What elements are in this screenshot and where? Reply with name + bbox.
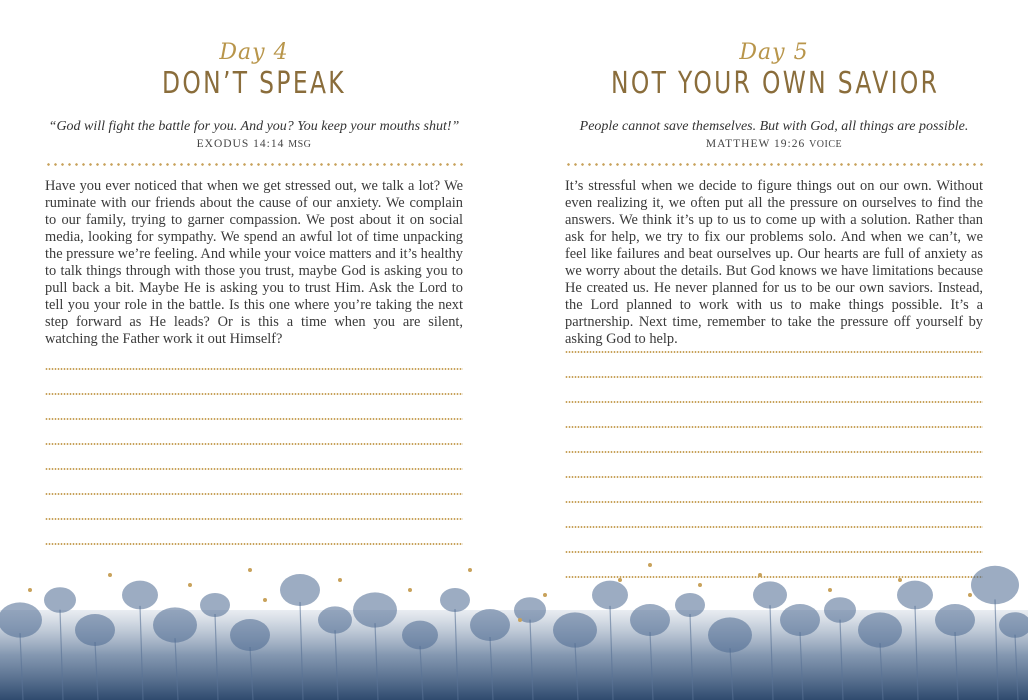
gold-speck [408, 588, 412, 592]
flower-bloom [824, 597, 856, 623]
scripture-reference [565, 137, 983, 152]
flower-bloom [858, 612, 902, 647]
journal-line [45, 418, 463, 420]
page-title: NOT YOUR OWN SAVIOR [610, 66, 940, 101]
flower-bloom [780, 604, 820, 636]
flower-bloom [708, 617, 752, 652]
journal-line [45, 543, 463, 545]
gold-speck [248, 568, 252, 572]
gold-speck [468, 568, 472, 572]
journal-line [45, 393, 463, 395]
flower-bloom [318, 606, 352, 633]
flower-bloom [402, 621, 438, 650]
flower-bloom [971, 566, 1019, 604]
flower-bloom [0, 602, 42, 637]
devotional-text: Have you ever noticed that when we get stressed out, we talk a lot? We ruminate with our friends about the cause of our anxiety. We complain to our family, trying to garner compassion. We post about it on social media, looking for sympathy. We spend an awful lot of time unpacking the pressure we’re feeling. And while your voice matters and it’s healthy to talk things through with those you trust, maybe God is asking you to pull back a bit. Maybe He is asking you to trust Him. Ask the Lord to tell you your role in the battle. Is this one where you’re taking the next step forward as He leads? Or is this a time when you are silent, watching the Father work it out Himself? [45, 178, 463, 347]
page-title: DON’T SPEAK [162, 66, 346, 101]
gold-speck [263, 598, 267, 602]
journal-line [45, 368, 463, 370]
flower-bloom [470, 609, 510, 641]
flower-bloom [897, 581, 933, 610]
gold-speck [518, 618, 522, 622]
gold-speck [28, 588, 32, 592]
journal-line [45, 518, 463, 520]
flower-bloom [935, 604, 975, 636]
day-label: Day 4 [219, 40, 289, 65]
devotional-text: It’s stressful when we decide to figure things out on our own. Without even realizing it, we often put all the pressure on ourselves to find the answers. We think it’s up to us to come up with a solution. Rather than ask for help, we try to fix our problems solo. And when we can’t, we feel like failures and beat ourselves up. Our hearts are full of anxiety as we worry about the details. But God knows we have limitations because He created us. He never planned for us to be our own saviors. Instead, the Lord planned to work with us to make things possible. It’s a partnership. Next time, remember to take the pressure off yourself by asking God to help. [565, 178, 983, 347]
gold-speck [108, 573, 112, 577]
dotted-divider [565, 163, 983, 166]
gold-speck [648, 563, 652, 567]
flower-bloom [230, 619, 270, 651]
scripture-reference [45, 137, 463, 152]
gold-speck [898, 578, 902, 582]
flower-bloom [675, 593, 705, 617]
flower-bloom [630, 604, 670, 636]
journal-line [45, 468, 463, 470]
journal-line [565, 476, 983, 478]
flower-illustration [0, 550, 1028, 700]
journal-line [45, 443, 463, 445]
flower-bloom [280, 574, 320, 606]
journal-line [565, 526, 983, 528]
flower-bloom [753, 581, 787, 608]
flower-bloom [353, 592, 397, 627]
flower-bloom [592, 581, 628, 610]
flower-bloom [44, 587, 76, 613]
gold-speck [698, 583, 702, 587]
journal-line [45, 493, 463, 495]
gold-speck [828, 588, 832, 592]
journal-line [565, 351, 983, 353]
flower-bloom [75, 614, 115, 646]
journal-line [565, 451, 983, 453]
flower-bloom [200, 593, 230, 617]
gold-speck [618, 578, 622, 582]
journal-line [565, 426, 983, 428]
scripture-verse: People cannot save themselves. But with God, all things are possible. [579, 119, 969, 134]
gold-speck [338, 578, 342, 582]
gold-speck [543, 593, 547, 597]
gold-speck [188, 583, 192, 587]
flower-bloom [122, 581, 158, 610]
journal-line [565, 376, 983, 378]
flower-bloom [440, 588, 470, 612]
reference-book: EXODUS 14:14 [196, 138, 285, 150]
dotted-divider [45, 163, 463, 166]
journal-line [565, 401, 983, 403]
gold-speck [758, 573, 762, 577]
gold-speck [968, 593, 972, 597]
flower-bloom [153, 607, 197, 642]
flower-bloom [553, 612, 597, 647]
reference-version: MSG [288, 139, 312, 150]
scripture-verse: “God will fight the battle for you. And you? You keep your mouths shut!” [48, 119, 460, 134]
journal-line [565, 501, 983, 503]
day-label: Day 5 [739, 40, 809, 65]
reference-book: MATTHEW 19:26 [705, 138, 806, 150]
reference-version: VOICE [809, 139, 843, 150]
